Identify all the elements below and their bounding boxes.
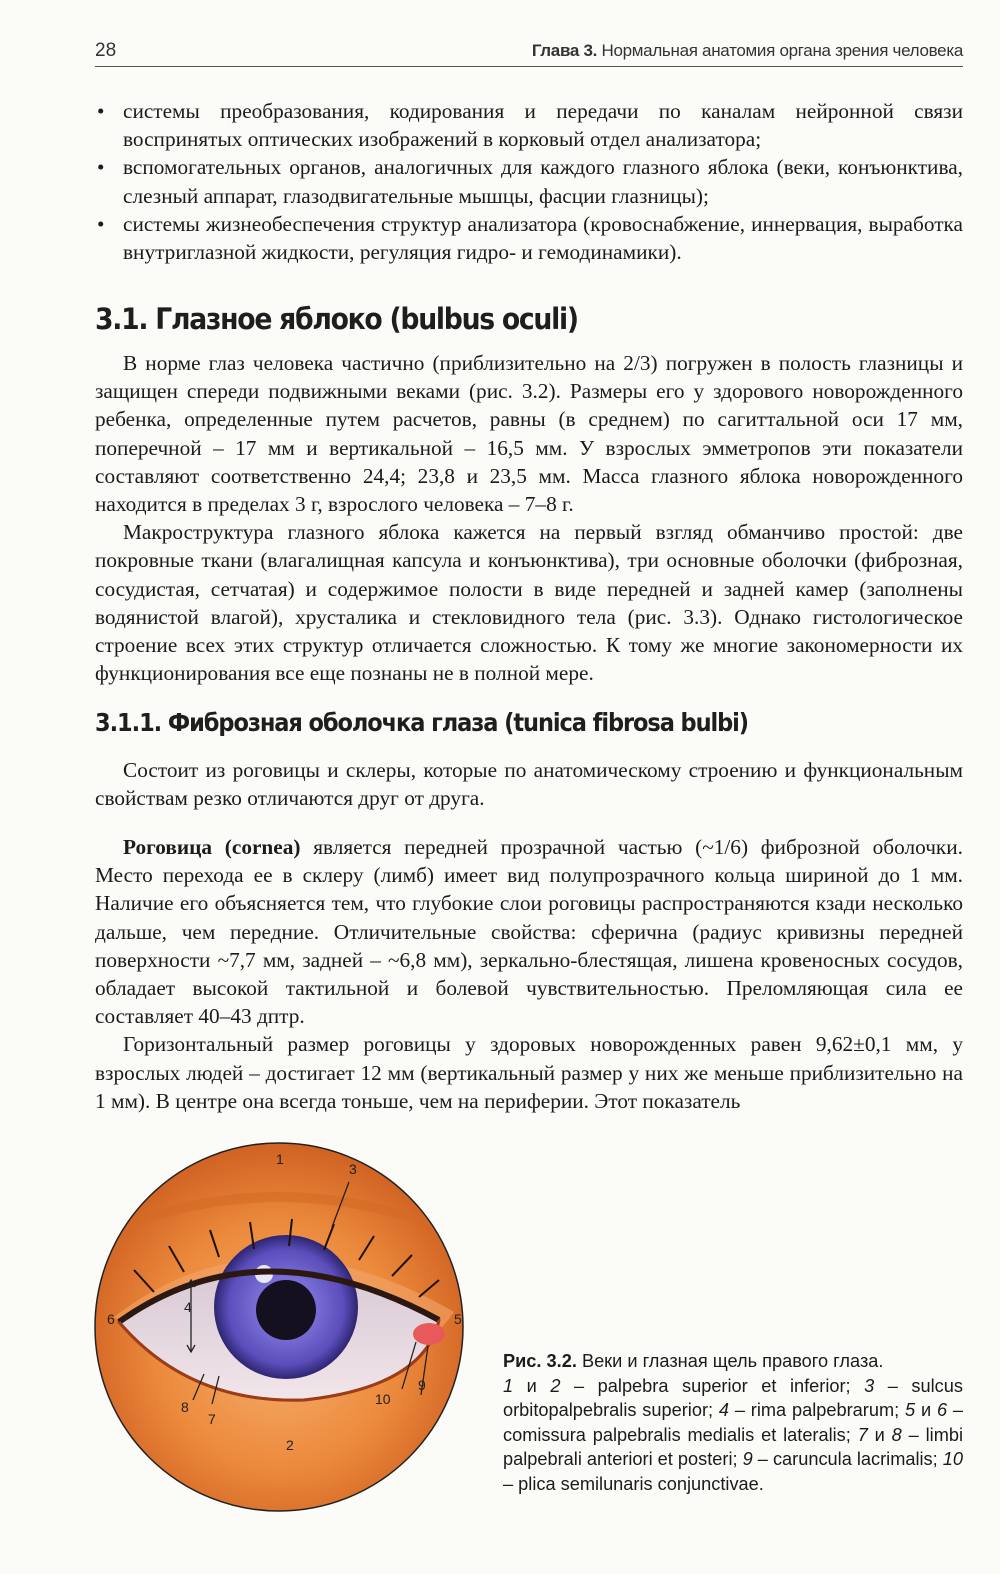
caption-text: и xyxy=(915,1400,937,1421)
paragraph: Состоит из роговицы и склеры, которые по анатомическому строению и функциональным свойствам резко отличаются друг от друга. xyxy=(95,758,963,811)
figure-label: 1 xyxy=(276,1151,284,1167)
eye-illustration xyxy=(94,1142,464,1512)
caption-text: – rima palpebrarum; xyxy=(729,1400,905,1421)
caruncle xyxy=(413,1323,445,1345)
section-heading: 3.1. Глазное яблоко (bulbus oculi) xyxy=(95,302,578,336)
figure-label: 10 xyxy=(375,1391,391,1407)
caption-title: Рис. 3.2. xyxy=(503,1351,577,1371)
caption-num: 2 xyxy=(550,1375,561,1396)
caption-text: – plica semilunaris conjunctivae. xyxy=(503,1473,764,1494)
paragraph-text: является передней прозрачной частью (~1/6) фиброзной оболочки. Место перехода ее в склеру (лимб) имеет вид полупрозрачного кольца шириной до 1 мм. Наличие его объясняется тем, что глубокие слои роговицы распространяются кзади несколько дальше, чем передние. Отличительные свойства: сферична (радиус кривизны передней поверхности ~7,7 мм, задней – ~6,8 мм), зеркально-блестящая, лишена кровеносных сосудов, обладает высокой тактильной и болевой чувствительностью. Преломляющая сила ее составляет 40–43 дптр. xyxy=(95,835,963,1029)
section-body xyxy=(95,349,963,687)
chapter-title: Нормальная анатомия органа зрения человека xyxy=(601,41,963,60)
figure-caption xyxy=(503,1349,963,1497)
caption-num: 5 xyxy=(904,1400,916,1421)
paragraph: В норме глаз человека частично (приблизительно на 2/3) погружен в полость глазницы и защищен спереди подвижными веками (рис. 3.2). Размеры его у здорового новорожденного ребенка, определенные путем расчетов, равны (в среднем) по сагиттальной оси 17 мм, поперечной – 17 мм и вертикальной – 16,5 мм. У взрослых эмметропов эти показатели составляют соответственно 24,4; 23,8 и 23,5 мм. Масса глазного яблока новорожденного находится в пределах 3 г, взрослого человека – 7–8 г. xyxy=(95,351,963,517)
caption-num: 10 xyxy=(942,1449,963,1470)
caption-num: 4 xyxy=(718,1400,730,1421)
caption-text: – sulcus orbitopalpebralis superior; xyxy=(503,1375,963,1421)
pupil xyxy=(256,1280,316,1340)
caption-num: 8 xyxy=(891,1424,902,1445)
figure-label: 5 xyxy=(454,1311,462,1327)
caption-text: – caruncula lacrimalis; xyxy=(752,1449,943,1470)
cornea-text xyxy=(95,833,963,1115)
figure-label: 8 xyxy=(181,1399,189,1415)
chapter-prefix: Глава 3. xyxy=(531,41,598,60)
caption-title-text: Веки и глазная щель правого глаза. xyxy=(581,1351,884,1371)
figure-label: 9 xyxy=(418,1377,426,1393)
caption-num: 1 xyxy=(503,1375,514,1396)
figure-label: 3 xyxy=(349,1161,357,1177)
bullet-list xyxy=(95,97,963,266)
figure-label: 6 xyxy=(107,1311,115,1327)
caption-text: – palpebra superior et inferior; xyxy=(560,1375,865,1396)
page-number: 28 xyxy=(95,40,117,61)
term-bold: Роговица (cornea) xyxy=(123,835,301,859)
page-header xyxy=(95,38,963,67)
paragraph: Горизонтальный размер роговицы у здоровых новорожденных равен 9,62±0,1 мм, у взрослых людей – достигает 12 мм (вертикальный размер у них же меньше приблизительно на 1 мм). В центре она всегда тоньше, чем на периферии. Этот показатель xyxy=(95,1032,963,1113)
caption-text: – limbi palpebrali anteriori et posteri; xyxy=(503,1424,963,1470)
caption-num: 7 xyxy=(857,1424,868,1445)
figure-label: 4 xyxy=(184,1299,192,1315)
caption-text: и xyxy=(867,1424,892,1445)
list-item: • системы преобразования, кодирования и передачи по каналам нейронной связи воспринятых оптических изображений в корковый отдел анализатора; xyxy=(95,97,963,153)
caption-num: 3 xyxy=(864,1375,875,1396)
running-title xyxy=(532,41,963,61)
paragraph xyxy=(95,833,963,1030)
paragraph: Макроструктура глазного яблока кажется на первый взгляд обманчиво простой: две покровные ткани (влагалищная капсула и конъюнктива), три основные оболочки (фиброзная, сосудистая, сетчатая) и содержимое полости в виде передней и задней камер (заполнены водянистой влагой), хрусталика и стекловидного тела (рис. 3.3). Однако гистологическое строение всех этих структур отличается сложностью. К тому же многие закономерности их функционирования все еще познаны не в полной мере. xyxy=(95,520,963,686)
figure-label: 2 xyxy=(286,1437,294,1453)
list-item: • вспомогательных органов, аналогичных для каждого глазного яблока (веки, конъюнктива, слезный аппарат, глазодвигательные мышцы, фасции глазницы); xyxy=(95,153,963,209)
list-item: • системы жизнеобеспечения структур анализатора (кровоснабжение, иннервация, выработка внутриглазной жидкости, регуляция гидро- и гемодинамики). xyxy=(95,210,963,266)
figure-label: 7 xyxy=(208,1411,216,1427)
caption-text: – comissura palpebralis medialis et lateralis; xyxy=(503,1400,964,1445)
caption-num: 6 xyxy=(936,1400,948,1421)
caption-text: и xyxy=(513,1375,551,1396)
caption-num: 9 xyxy=(742,1449,753,1470)
subsection-heading: 3.1.1. Фиброзная оболочка глаза (tunica fibrosa bulbi) xyxy=(95,708,749,737)
subsection-intro xyxy=(95,756,963,812)
